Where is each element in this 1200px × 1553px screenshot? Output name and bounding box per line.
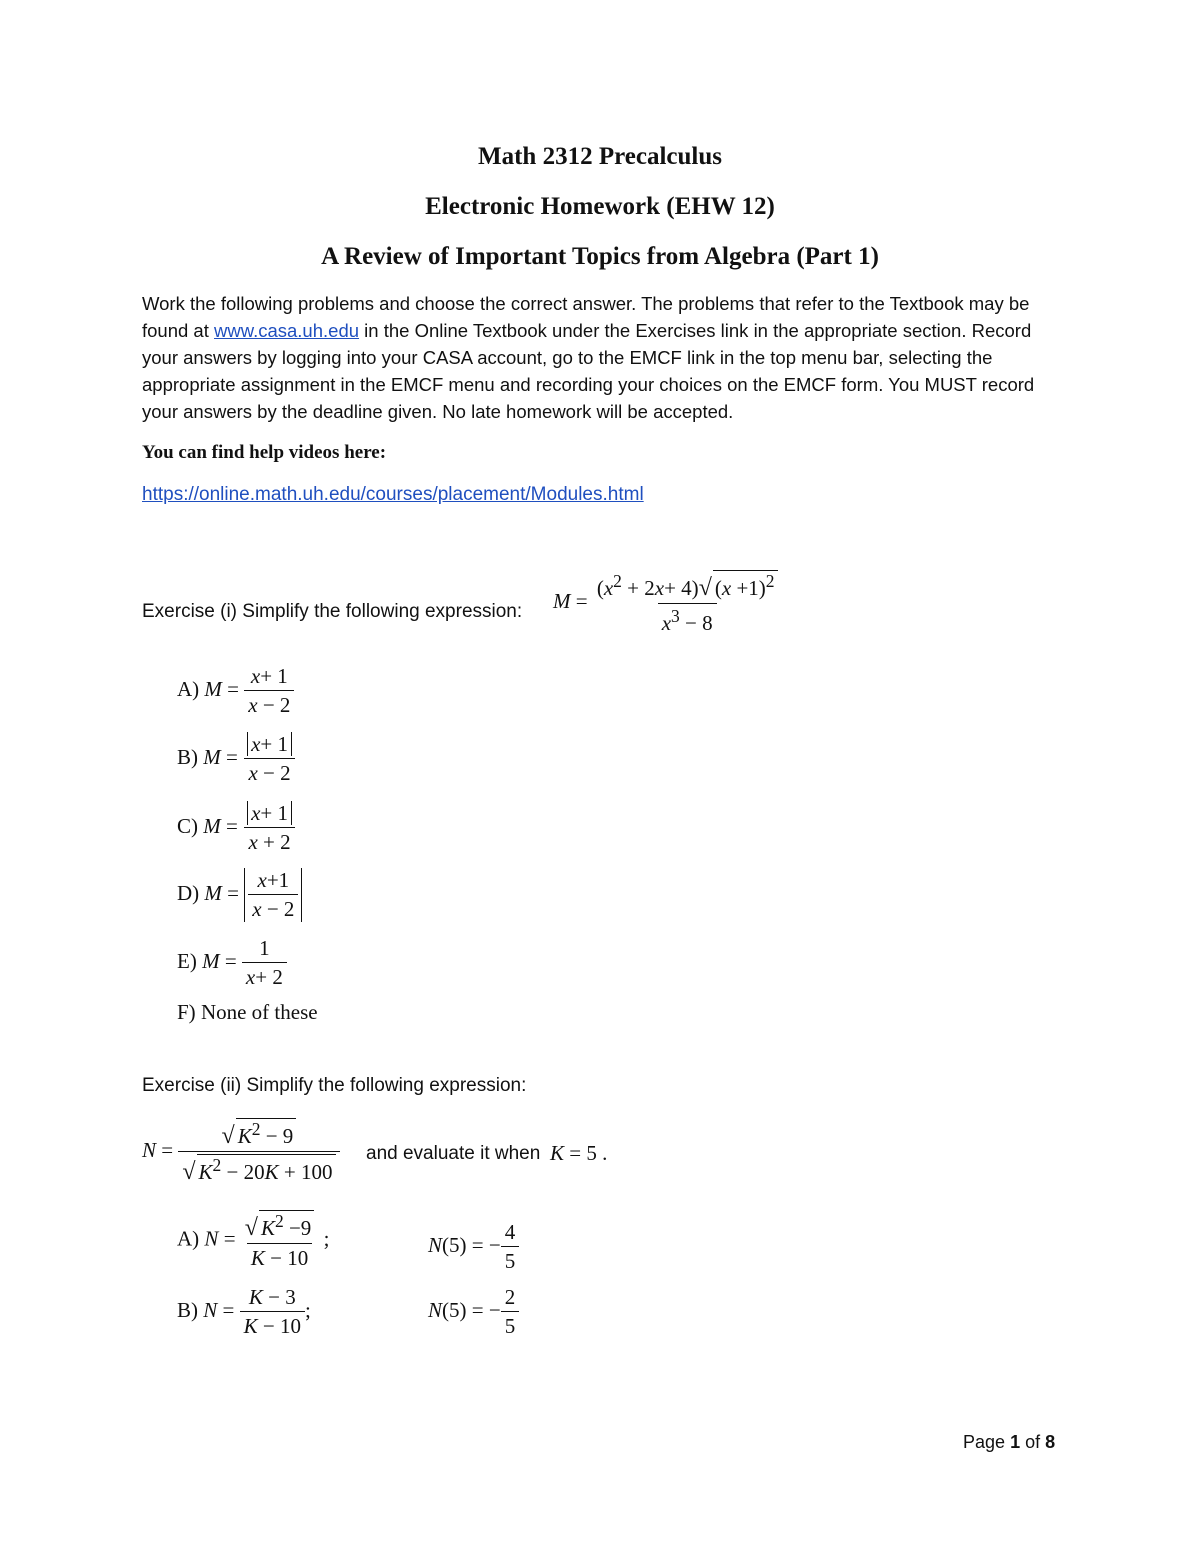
exercise-1-expression: M = $\frac{(x^2 + 2x+ 4)√ (x +1)^2}{x^3 - 8}$ bbox=[553, 570, 782, 636]
exercise-1-choice-d[interactable]: D) M = $\frac{x+1}{x - 2}$ bbox=[177, 868, 302, 922]
choice-b-label: B) bbox=[177, 1297, 198, 1322]
exercise-1-choice-f[interactable] bbox=[177, 1000, 318, 1025]
choice-f-label: F) bbox=[177, 1000, 196, 1024]
exercise-2-choice-b[interactable]: B) N = $\frac{K - 3}{K - 10}$ ; bbox=[177, 1285, 311, 1338]
exercise-2-choice-b-value: N(5) = − $\frac{2}{5}$ bbox=[428, 1285, 519, 1339]
page-current: 1 bbox=[1010, 1432, 1021, 1452]
page-of-word: of bbox=[1025, 1432, 1041, 1452]
exercise-1-prompt: Exercise (i) Simplify the following expression: bbox=[142, 601, 523, 622]
choice-a-label: A) bbox=[177, 676, 200, 701]
exercise-2-k-value: K = 5 . bbox=[550, 1141, 608, 1165]
page-word: Page bbox=[963, 1432, 1006, 1452]
instructions-text-2: in the Online Textbook under the Exercises link in the appropriate section. Record your answers by logging into your CASA account, go to the EMCF link in the top menu bar, selecting the appropriate assignment in the EMCF menu and recording your choices on the EMCF form. You MUST record your answers by the deadline given. No late homework will be accepted. bbox=[142, 320, 1035, 422]
exercise-2-choice-a[interactable]: A) N = $\frac{√ K^2 -9}{K - 10}$ ; bbox=[177, 1211, 330, 1270]
choice-d-label: D) bbox=[177, 880, 200, 905]
choice-f-text: None of these bbox=[200, 1000, 318, 1024]
exercise-2-choice-a-value: N(5) = − $\frac{4}{5}$ bbox=[428, 1220, 519, 1274]
help-videos-link[interactable]: https://online.math.uh.edu/courses/placement/Modules.html bbox=[142, 484, 644, 505]
exercise-1-choice-b[interactable]: B) M = $\frac{x+ 1}{x - 2}$ bbox=[177, 732, 296, 786]
casa-link[interactable]: www.casa.uh.edu bbox=[214, 320, 360, 341]
topic-title: A Review of Important Topics from Algebra (Part 1) bbox=[321, 243, 879, 270]
exercise-2-evaluate-text: and evaluate it when bbox=[366, 1143, 541, 1164]
choice-c-label: C) bbox=[177, 813, 198, 838]
help-videos-label: You can find help videos here: bbox=[142, 442, 387, 463]
assignment-title: Electronic Homework (EHW 12) bbox=[425, 193, 775, 220]
choice-b-label: B) bbox=[177, 744, 198, 769]
exercise-2-expression: N = $\frac{√ K^2 - 9}{√ K^2 - 20K + 100}$ bbox=[142, 1118, 340, 1186]
choice-a-label: A) bbox=[177, 1226, 200, 1251]
exercise-1-choice-a[interactable]: A) M = $\frac{x+ 1}{x - 2}$ bbox=[177, 664, 294, 718]
page-total: 8 bbox=[1045, 1432, 1056, 1452]
instructions-text-1: Work the following problems and choose the correct answer. The problems that refer to the Textbook may be found at bbox=[142, 293, 1030, 341]
exercise-1-choice-c[interactable]: C) M = $\frac{x+ 1}{x + 2}$ bbox=[177, 801, 296, 855]
course-title: Math 2312 Precalculus bbox=[478, 143, 722, 170]
exercise-1-choice-e[interactable]: E) M = $\frac{1}{x+ 2}$ bbox=[177, 936, 287, 990]
instructions-paragraph bbox=[142, 290, 1072, 425]
choice-e-label: E) bbox=[177, 948, 197, 973]
page-number bbox=[963, 1432, 1055, 1453]
exercise-2-prompt: Exercise (ii) Simplify the following expression: bbox=[142, 1075, 527, 1096]
